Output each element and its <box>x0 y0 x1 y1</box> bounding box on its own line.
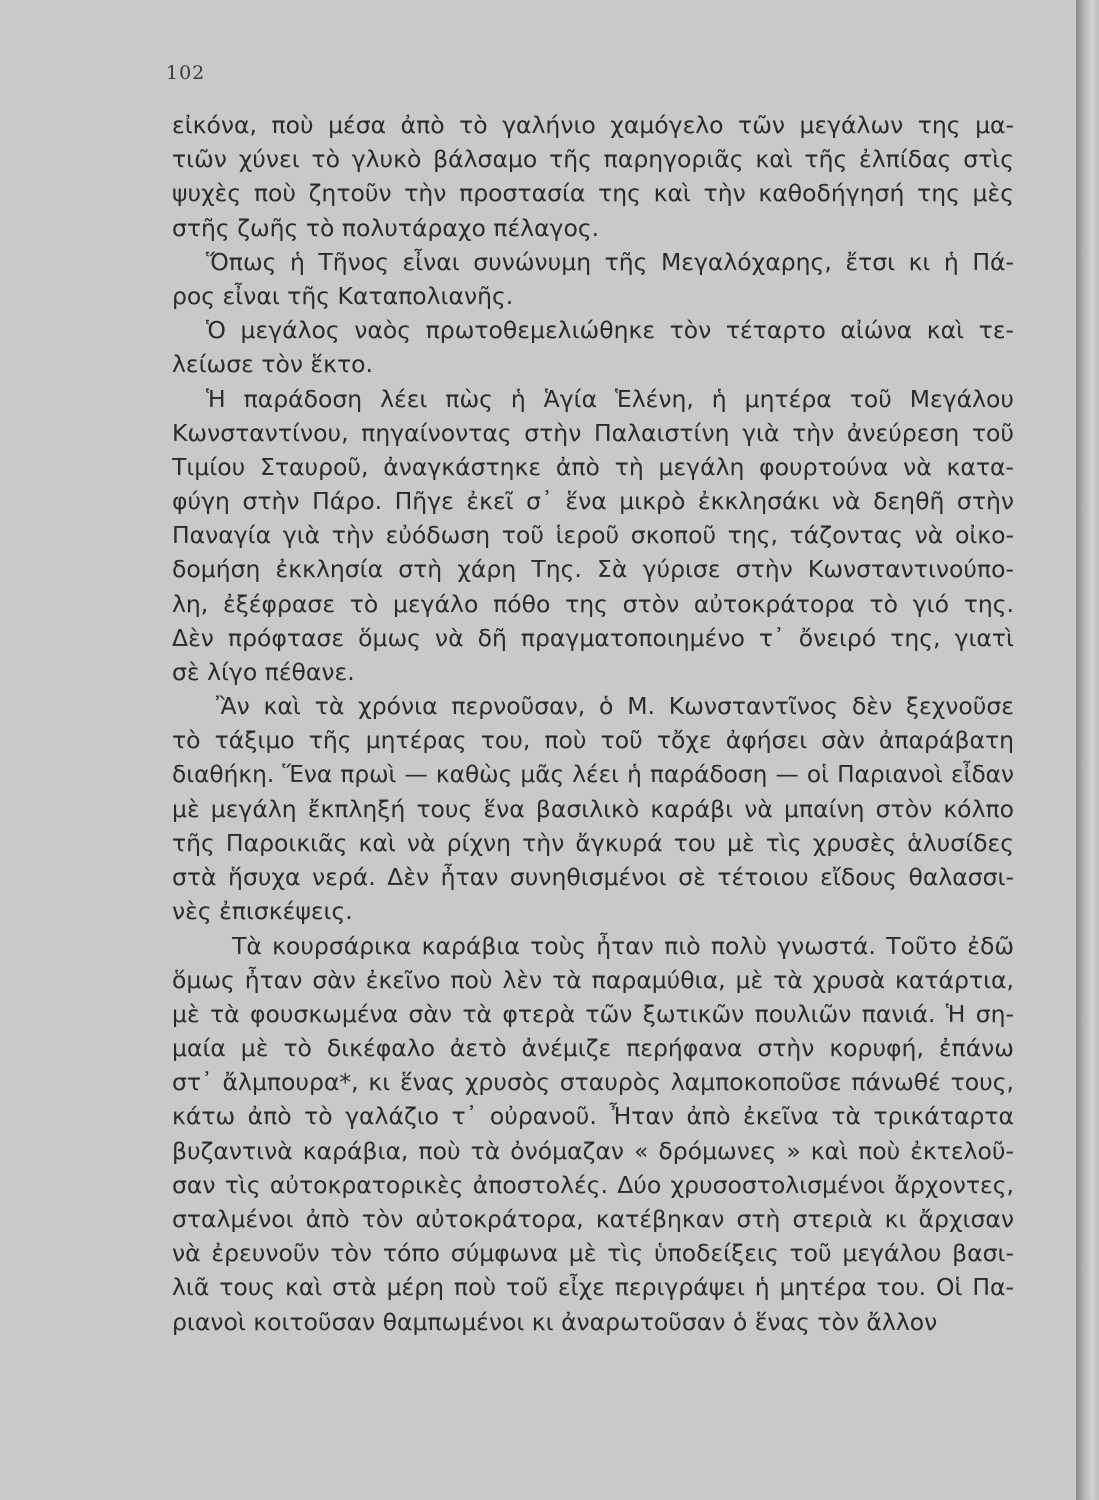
text-line: στ᾽ ἄλμπουρα*, κι ἕνας χρυσὸς σταυρὸς λαμποκοποῦσε πάνωθέ τους, <box>172 1068 1014 1097</box>
text-line: εἰκόνα, ποὺ μέσα ἀπὸ τὸ γαλήνιο χαμόγελο τῶν μεγάλων της μα- <box>172 111 1014 139</box>
text-line: νὰ ἐρευνοῦν τὸν τόπο σύμφωνα μὲ τὶς ὑποδείξεις τοῦ μεγάλου βασι- <box>172 1239 1014 1268</box>
text-line: ὅμως ἦταν σὰν ἐκεῖνο ποὺ λὲν τὰ παραμύθια, μὲ τὰ χρυσὰ κατάρτια, <box>172 965 1014 994</box>
page-number: 102 <box>166 62 206 84</box>
paragraph-start-line: Ὁ μεγάλος ναὸς πρωτοθεμελιώθηκε τὸν τέταρτο αἰώνα καὶ τε- <box>206 316 1014 345</box>
text-line: λη, ἐξέφρασε τὸ μεγάλο πόθο της στὸν αὐτοκράτορα τὸ γιό της. <box>172 589 1014 618</box>
text-line: φύγη στὴν Πάρο. Πῆγε ἐκεῖ σ᾽ ἕνα μικρὸ ἐκκλησάκι νὰ δεηθῆ στὴν <box>172 487 1014 516</box>
text-line: τὸ τάξιμο τῆς μητέρας του, ποὺ τοῦ τὄχε ἀφήσει σὰν ἀπαράβατη <box>172 726 1014 755</box>
text-line: Κωνσταντίνου, πηγαίνοντας στὴν Παλαιστίνη γιὰ τὴν ἀνεύρεση τοῦ <box>172 418 1014 447</box>
paragraph-start-line: Τὰ κουρσάρικα καράβια τοὺς ἦταν πιὸ πολὺ γνωστά. Τοῦτο ἐδῶ <box>232 931 1014 960</box>
page-edge <box>1076 0 1099 1500</box>
text-line: τιῶν χύνει τὸ γλυκὸ βάλσαμο τῆς παρηγοριᾶς καὶ τῆς ἐλπίδας στὶς <box>172 145 1014 174</box>
text-line: νὲς ἐπισκέψεις. <box>172 897 353 926</box>
text-line: Δὲν πρόφτασε ὅμως νὰ δῆ πραγματοποιημένο τ᾽ ὄνειρό της, γιατὶ <box>172 623 1014 652</box>
text-line: βυζαντινὰ καράβια, ποὺ τὰ ὀνόμαζαν « δρόμωνες » καὶ ποὺ ἐκτελοῦ- <box>172 1136 1014 1165</box>
text-line: μὲ τὰ φουσκωμένα σὰν τὰ φτερὰ τῶν ξωτικῶν πουλιῶν πανιά. Ἡ ση- <box>172 999 1014 1028</box>
paragraph-start-line: Ὅπως ἡ Τῆνος εἶναι συνώνυμη τῆς Μεγαλόχαρης, ἔτσι κι ἡ Πά- <box>206 247 1014 276</box>
text-line: λιᾶ τους καὶ στὰ μέρη ποὺ τοῦ εἶχε περιγράψει ἡ μητέρα του. Οἱ Πα- <box>172 1273 1014 1302</box>
text-line: στὰ ἥσυχα νερά. Δὲν ἦταν συνηθισμένοι σὲ τέτοιου εἴδους θαλασσι- <box>172 863 1014 892</box>
text-line: διαθήκη. Ἕνα πρωὶ — καθὼς μᾶς λέει ἡ παράδοση — οἱ Παριανοὶ εἶδαν <box>172 760 1014 788</box>
text-line: Παναγία γιὰ τὴν εὐόδωση τοῦ ἱεροῦ σκοποῦ της, τάζοντας νὰ οἰκο- <box>172 521 1014 550</box>
text-line: σαν τὶς αὐτοκρατορικὲς ἀποστολές. Δύο χρυσοστολισμένοι ἄρχοντες, <box>172 1170 1014 1199</box>
text-line: τῆς Παροικιᾶς καὶ νὰ ρίχνη τὴν ἄγκυρά του μὲ τὶς χρυσὲς ἁλυσίδες <box>172 828 1014 857</box>
text-line: μὲ μεγάλη ἔκπληξή τους ἕνα βασιλικὸ καράβι νὰ μπαίνη στὸν κόλπο <box>172 794 1014 823</box>
text-line: σταλμένοι ἀπὸ τὸν αὐτοκράτορα, κατέβηκαν στὴ στεριὰ κι ἄρχισαν <box>172 1205 1014 1233</box>
text-line: στῆς ζωῆς τὸ πολυτάραχο πέλαγος. <box>172 213 600 242</box>
text-line: ψυχὲς ποὺ ζητοῦν τὴν προστασία της καὶ τὴν καθοδήγησή της μὲς <box>172 179 1014 208</box>
paragraph-start-line: Ἡ παράδοση λέει πὼς ἡ Ἁγία Ἑλένη, ἡ μητέρα τοῦ Μεγάλου <box>206 384 1014 413</box>
text-line: δομήση ἐκκλησία στὴ χάρη Της. Σὰ γύρισε στὴν Κωνσταντινούπο- <box>172 555 1014 584</box>
text-line: κάτω ἀπὸ τὸ γαλάζιο τ᾽ οὐρανοῦ. Ἦταν ἀπὸ ἐκεῖνα τὰ τρικάταρτα <box>172 1102 1014 1131</box>
text-line: λείωσε τὸν ἕκτο. <box>172 350 373 379</box>
text-line: σὲ λίγο πέθανε. <box>172 658 355 686</box>
text-line: μαία μὲ τὸ δικέφαλο ἀετὸ ἀνέμιζε περήφανα στὴν κορυφή, ἐπάνω <box>172 1034 1014 1063</box>
paragraph-start-line: Ἂν καὶ τὰ χρόνια περνοῦσαν, ὁ Μ. Κωνσταντῖνος δὲν ξεχνοῦσε <box>216 692 1014 721</box>
body-text <box>172 108 1014 1339</box>
text-line: Τιμίου Σταυροῦ, ἀναγκάστηκε ἀπὸ τὴ μεγάλη φουρτούνα νὰ κατα- <box>172 452 1014 481</box>
text-line: ρος εἶναι τῆς Καταπολιανῆς. <box>172 281 514 310</box>
text-line: ριανοὶ κοιτοῦσαν θαμπωμένοι κι ἀναρωτοῦσαν ὁ ἕνας τὸν ἄλλον <box>172 1307 938 1336</box>
